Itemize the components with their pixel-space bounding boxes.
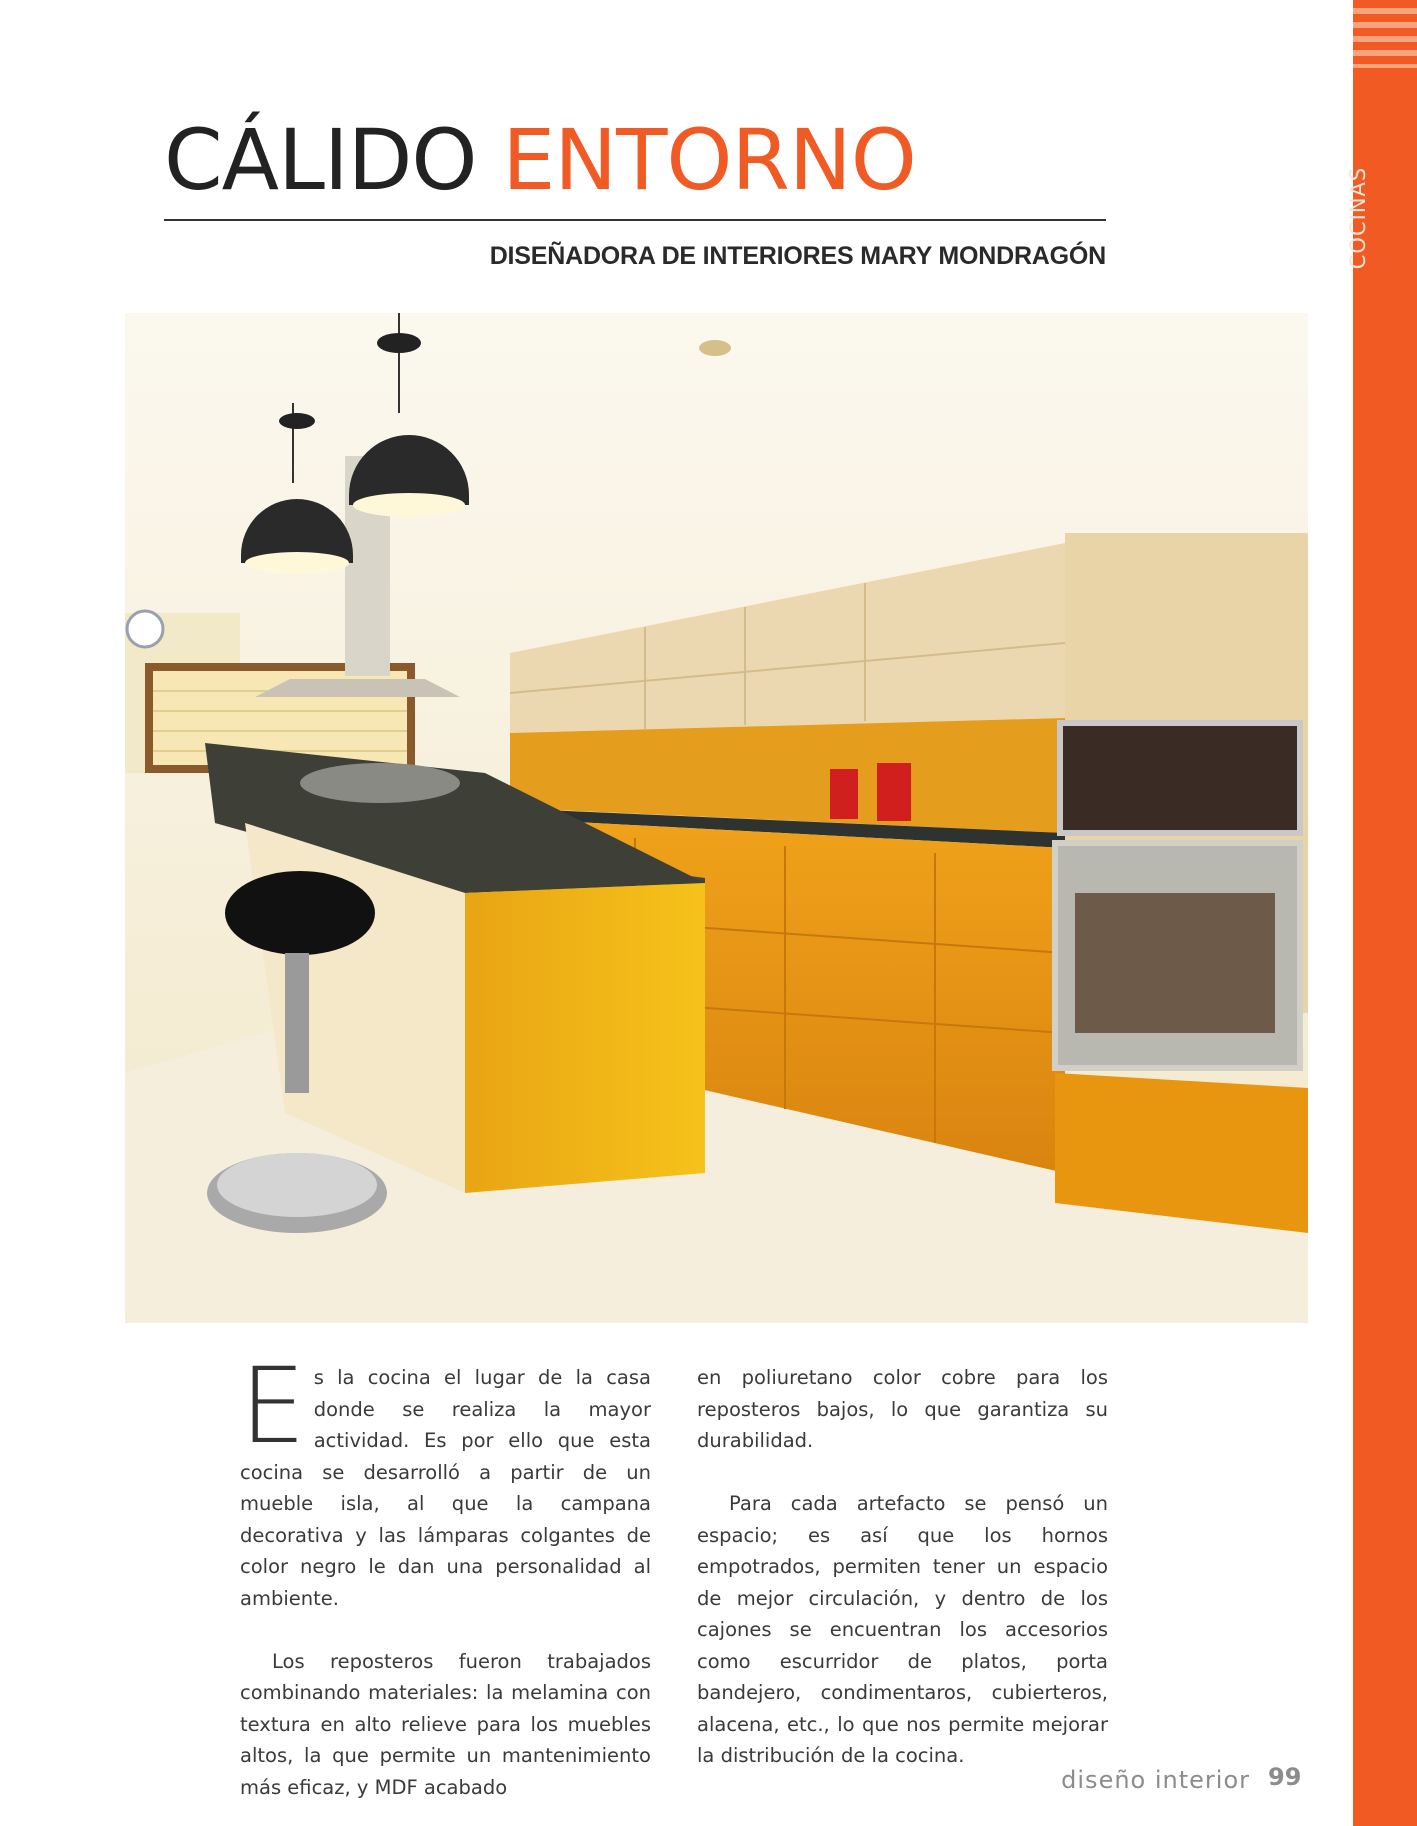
article-column-2 — [697, 1362, 1108, 1772]
page-number: 99 — [1268, 1763, 1302, 1791]
paragraph: Para cada artefacto se pensó un espacio; es así que los hornos empotrados, permiten tener un espacio de mejor circulación, y dentro de los cajones se encuentran los accesorios como escurridor de platos, porta bandejero, condimentaros, cubierteros, alacena, etc., lo que nos permite mejorar la distribución de la cocina. — [697, 1492, 1108, 1767]
paragraph: Es la cocina el lugar de la casa donde se realiza la mayor actividad. Es por ello que esta cocina se desarrolló a partir de un mueble isla, al que la campana decorativa y las lámparas colgantes de color negro le dan una personalidad al ambiente. — [240, 1345, 651, 1610]
sidebar-stripes — [1353, 0, 1417, 90]
paragraph: Los reposteros fueron trabajados combinando materiales: la melamina con textura en alto relieve para los muebles altos, la que permite un mantenimiento más eficaz, y MDF acabado — [240, 1649, 651, 1799]
title-part2: ENTORNO — [502, 111, 916, 209]
title-part1: CÁLIDO — [164, 111, 477, 209]
byline: DISEÑADORA DE INTERIORES MARY MONDRAGÓN — [489, 242, 1106, 270]
article-title — [164, 110, 916, 210]
drop-cap: E — [240, 1345, 306, 1467]
kitchen-photo — [125, 313, 1308, 1323]
title-rule — [164, 219, 1106, 221]
footer-brand: diseño interior — [1061, 1766, 1250, 1794]
section-sidebar — [1353, 0, 1417, 1826]
paragraph: en poliuretano color cobre para los reposteros bajos, lo que garantiza su durabilidad. — [697, 1366, 1108, 1452]
article-column-1 — [240, 1345, 651, 1803]
